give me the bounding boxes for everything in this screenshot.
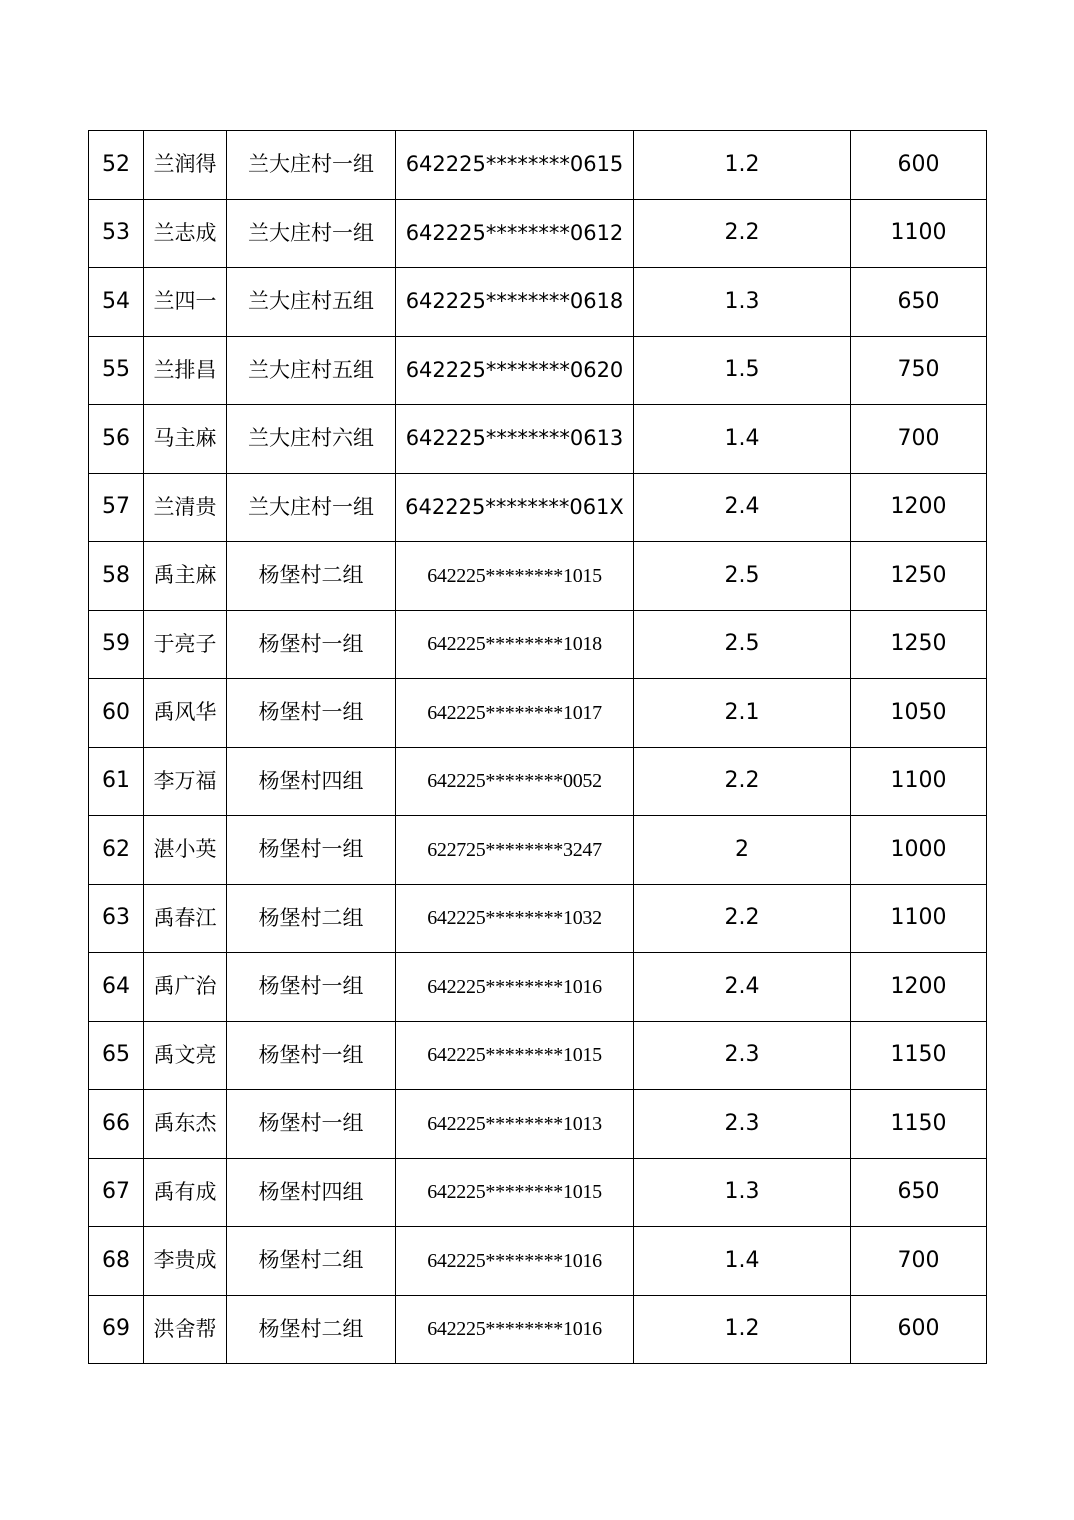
name-cell: 于亮子 — [144, 610, 227, 679]
row-number-cell: 56 — [89, 405, 144, 474]
village-group-cell: 兰大庄村一组 — [227, 131, 396, 200]
village-group-cell: 杨堡村二组 — [227, 884, 396, 953]
area-cell: 1.4 — [634, 1227, 851, 1296]
amount-cell: 1050 — [851, 679, 987, 748]
row-number-cell: 67 — [89, 1158, 144, 1227]
name-cell: 兰润得 — [144, 131, 227, 200]
amount-cell: 1000 — [851, 816, 987, 885]
village-group-cell: 杨堡村一组 — [227, 816, 396, 885]
area-cell: 2.3 — [634, 1090, 851, 1159]
id-number-cell: 642225********1015 — [396, 1021, 634, 1090]
name-cell: 禹文亮 — [144, 1021, 227, 1090]
village-group-cell: 杨堡村一组 — [227, 1021, 396, 1090]
name-cell: 兰志成 — [144, 199, 227, 268]
area-cell: 2.3 — [634, 1021, 851, 1090]
table-body — [89, 131, 987, 1364]
amount-cell: 700 — [851, 1227, 987, 1296]
area-cell: 2.1 — [634, 679, 851, 748]
village-group-cell: 兰大庄村一组 — [227, 473, 396, 542]
amount-cell: 1100 — [851, 747, 987, 816]
table-row — [89, 131, 987, 200]
area-cell: 2.2 — [634, 884, 851, 953]
id-number-cell: 622725********3247 — [396, 816, 634, 885]
id-number-cell: 642225********1032 — [396, 884, 634, 953]
row-number-cell: 69 — [89, 1295, 144, 1364]
village-group-cell: 杨堡村四组 — [227, 1158, 396, 1227]
id-number-cell: 642225********0615 — [396, 131, 634, 200]
amount-cell: 1150 — [851, 1021, 987, 1090]
amount-cell: 1200 — [851, 473, 987, 542]
id-number-cell: 642225********0052 — [396, 747, 634, 816]
id-number-cell: 642225********1016 — [396, 1227, 634, 1296]
area-cell: 2.5 — [634, 542, 851, 611]
name-cell: 李万福 — [144, 747, 227, 816]
amount-cell: 700 — [851, 405, 987, 474]
village-group-cell: 兰大庄村五组 — [227, 336, 396, 405]
table-row — [89, 1090, 987, 1159]
name-cell: 兰清贵 — [144, 473, 227, 542]
table-row — [89, 816, 987, 885]
area-cell: 1.3 — [634, 268, 851, 337]
area-cell: 2.4 — [634, 473, 851, 542]
row-number-cell: 63 — [89, 884, 144, 953]
id-number-cell: 642225********1015 — [396, 1158, 634, 1227]
area-cell: 2.2 — [634, 747, 851, 816]
id-number-cell: 642225********1017 — [396, 679, 634, 748]
table-row — [89, 953, 987, 1022]
name-cell: 禹风华 — [144, 679, 227, 748]
table-row — [89, 610, 987, 679]
name-cell: 兰四一 — [144, 268, 227, 337]
village-group-cell: 杨堡村二组 — [227, 542, 396, 611]
amount-cell: 1250 — [851, 610, 987, 679]
village-group-cell: 杨堡村一组 — [227, 610, 396, 679]
village-group-cell: 兰大庄村五组 — [227, 268, 396, 337]
amount-cell: 1100 — [851, 884, 987, 953]
amount-cell: 1200 — [851, 953, 987, 1022]
id-number-cell: 642225********1016 — [396, 953, 634, 1022]
name-cell: 兰排昌 — [144, 336, 227, 405]
village-group-cell: 兰大庄村六组 — [227, 405, 396, 474]
table-row — [89, 679, 987, 748]
table-row — [89, 747, 987, 816]
amount-cell: 1100 — [851, 199, 987, 268]
table-row — [89, 473, 987, 542]
amount-cell: 650 — [851, 268, 987, 337]
area-cell: 1.5 — [634, 336, 851, 405]
table-row — [89, 884, 987, 953]
name-cell: 马主麻 — [144, 405, 227, 474]
amount-cell: 600 — [851, 131, 987, 200]
id-number-cell: 642225********1015 — [396, 542, 634, 611]
id-number-cell: 642225********0613 — [396, 405, 634, 474]
name-cell: 禹春江 — [144, 884, 227, 953]
row-number-cell: 62 — [89, 816, 144, 885]
name-cell: 禹主麻 — [144, 542, 227, 611]
id-number-cell: 642225********1013 — [396, 1090, 634, 1159]
village-group-cell: 兰大庄村一组 — [227, 199, 396, 268]
table-row — [89, 1227, 987, 1296]
data-table — [88, 130, 987, 1364]
area-cell: 2 — [634, 816, 851, 885]
village-group-cell: 杨堡村一组 — [227, 1090, 396, 1159]
name-cell: 李贵成 — [144, 1227, 227, 1296]
table-row — [89, 1295, 987, 1364]
table-row — [89, 1021, 987, 1090]
row-number-cell: 64 — [89, 953, 144, 1022]
id-number-cell: 642225********0620 — [396, 336, 634, 405]
row-number-cell: 57 — [89, 473, 144, 542]
row-number-cell: 66 — [89, 1090, 144, 1159]
row-number-cell: 68 — [89, 1227, 144, 1296]
row-number-cell: 65 — [89, 1021, 144, 1090]
id-number-cell: 642225********1016 — [396, 1295, 634, 1364]
name-cell: 湛小英 — [144, 816, 227, 885]
table-row — [89, 199, 987, 268]
area-cell: 1.2 — [634, 131, 851, 200]
area-cell: 1.4 — [634, 405, 851, 474]
amount-cell: 1150 — [851, 1090, 987, 1159]
row-number-cell: 60 — [89, 679, 144, 748]
row-number-cell: 59 — [89, 610, 144, 679]
village-group-cell: 杨堡村四组 — [227, 747, 396, 816]
amount-cell: 650 — [851, 1158, 987, 1227]
area-cell: 2.2 — [634, 199, 851, 268]
row-number-cell: 55 — [89, 336, 144, 405]
id-number-cell: 642225********0618 — [396, 268, 634, 337]
row-number-cell: 61 — [89, 747, 144, 816]
table-row — [89, 542, 987, 611]
village-group-cell: 杨堡村一组 — [227, 953, 396, 1022]
amount-cell: 600 — [851, 1295, 987, 1364]
row-number-cell: 53 — [89, 199, 144, 268]
name-cell: 禹广治 — [144, 953, 227, 1022]
row-number-cell: 58 — [89, 542, 144, 611]
table-row — [89, 336, 987, 405]
id-number-cell: 642225********0612 — [396, 199, 634, 268]
village-group-cell: 杨堡村二组 — [227, 1295, 396, 1364]
amount-cell: 750 — [851, 336, 987, 405]
table-row — [89, 1158, 987, 1227]
name-cell: 禹东杰 — [144, 1090, 227, 1159]
id-number-cell: 642225********061X — [396, 473, 634, 542]
id-number-cell: 642225********1018 — [396, 610, 634, 679]
area-cell: 2.5 — [634, 610, 851, 679]
table-row — [89, 268, 987, 337]
table-row — [89, 405, 987, 474]
area-cell: 1.2 — [634, 1295, 851, 1364]
amount-cell: 1250 — [851, 542, 987, 611]
village-group-cell: 杨堡村一组 — [227, 679, 396, 748]
row-number-cell: 54 — [89, 268, 144, 337]
area-cell: 1.3 — [634, 1158, 851, 1227]
row-number-cell: 52 — [89, 131, 144, 200]
name-cell: 禹有成 — [144, 1158, 227, 1227]
name-cell: 洪舍帮 — [144, 1295, 227, 1364]
area-cell: 2.4 — [634, 953, 851, 1022]
village-group-cell: 杨堡村二组 — [227, 1227, 396, 1296]
